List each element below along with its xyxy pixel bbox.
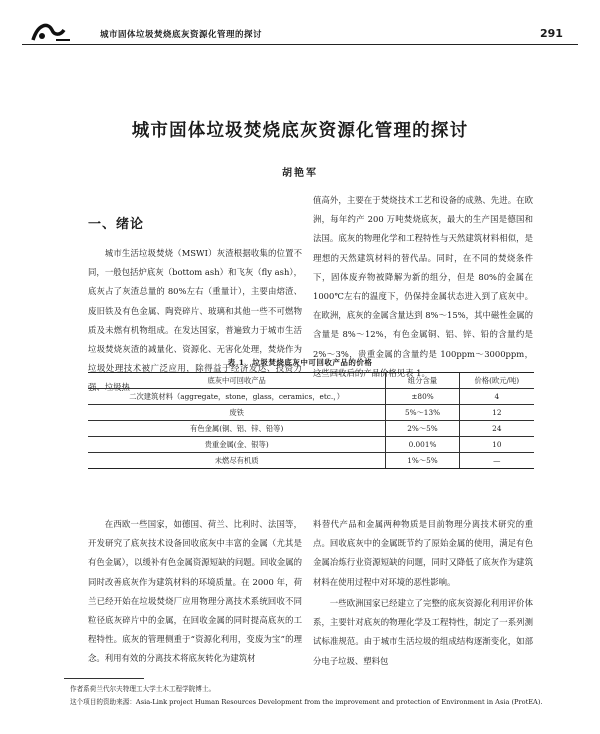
paragraph-evaluation-system: 一些欧洲国家已经建立了完整的底灰资源化利用评价体系，主要针对底灰的物理化学及工程特性，制定了一系列测试标准规范。由于城市生活垃圾的组成结构逐渐变化，如部分电子垃圾、塑料包 xyxy=(313,598,533,666)
footnote-author: 作者系荷兰代尔夫特理工大学土木工程学院博士。 xyxy=(70,685,216,693)
table-cell: 5%～13% xyxy=(386,405,459,421)
table-cell: 12 xyxy=(459,405,534,421)
journal-logo-icon xyxy=(30,20,72,44)
paragraph-intro-2: 值高外，主要在于焚烧技术工艺和设备的成熟、先进。在欧洲，每年约产 200 万吨焚烧底灰，最大的生产国是德国和法国。底灰的物理化学和工程特性与天然建筑材料相似，是理想的天然建筑材料的替代品。同时，在不同的焚烧条件下，固体废弃物被降解为新的组分，但是 80%的金属在 1000℃左右的温度下，仍保持金属状态进入到了底灰中。在欧洲，底灰的金属含量达到 8%～15%，其中磁性金属的含量是 8%～12%，有色金属铜、铝、锌、铅的含量约是 2%～3%，贵重金属的含量约是 100ppm～3000ppm，这些回收后的产品价格见表 1。 xyxy=(313,195,533,378)
table-cell: 废铁 xyxy=(88,405,386,421)
table-cell: 2%～5% xyxy=(386,421,459,437)
recoverable-products-table xyxy=(88,372,534,469)
table-cell: 贵重金属(金、银等) xyxy=(88,437,386,453)
author-name: 胡艳军 xyxy=(282,168,318,179)
table-header-content: 组分含量 xyxy=(386,373,459,389)
table-cell: 1%～5% xyxy=(386,453,459,469)
section-heading-introduction: 一、绪论 xyxy=(88,217,145,232)
table-row xyxy=(88,405,534,421)
table-row xyxy=(88,437,534,453)
table-header-product: 底灰中可回收产品 xyxy=(88,373,386,389)
article-title: 城市固体垃圾焚烧底灰资源化管理的探讨 xyxy=(131,121,469,141)
table-row xyxy=(88,453,534,469)
table-cell: 24 xyxy=(459,421,534,437)
table-header-row xyxy=(88,373,534,389)
footnote-funding: 这个项目的资助来源：Asia-Link project Human Resources Development from the improvement and protection of Environment in Asia (ProtEA). xyxy=(70,698,543,706)
table-caption: 表 1 垃圾焚烧底灰中可回收产品的价格 xyxy=(227,358,373,367)
table-cell: 0.001% xyxy=(386,437,459,453)
paragraph-western-europe: 在西欧一些国家，如德国、荷兰、比利时、法国等，开发研究了底灰技术设备回收底灰中丰富的金属（尤其是有色金属），以缓补有色金属资源短缺的问题。回收金属的同时改善底灰作为建筑材料的环境质量。在 2000 年，荷兰已经开始在垃圾焚烧厂应用物理分离技术系统回收不同粒径底灰碎片中的金属，在回收金属的同时提高底灰的工程特性。底灰的管理侧重于“资源化利用，变废为宝”的理念。利用有效的分离技术将底灰转化为建筑材 xyxy=(88,519,302,664)
table-header-price: 价格(欧元/吨) xyxy=(459,373,534,389)
table-row xyxy=(88,421,534,437)
table-cell: 有色金属(铜、铝、锌、铅等) xyxy=(88,421,386,437)
page-number: 291 xyxy=(540,27,563,40)
table-cell: ±80% xyxy=(386,389,459,405)
table-cell: 未燃尽有机质 xyxy=(88,453,386,469)
table-cell: 二次建筑材料（aggregate，stone，glass，ceramics，etc.，） xyxy=(88,389,386,405)
table-cell: 4 xyxy=(459,389,534,405)
table-cell: 10 xyxy=(459,437,534,453)
paragraph-metal-recovery: 料替代产品和金属两种物质是目前物理分离技术研究的重点。回收底灰中的金属既节约了原始金属的使用，满足有色金属冶炼行业资源短缺的问题，同时又降低了底灰作为建筑材料在使用过程中对环境的恶性影响。 xyxy=(313,519,533,587)
table-cell: — xyxy=(459,453,534,469)
table-row xyxy=(88,389,534,405)
paragraph-intro-1: 城市生活垃圾焚烧（MSWI）灰渣根据收集的位置不同，一般包括炉底灰（bottom ash）和飞灰（fly ash），底灰占了灰渣总量的 80%左右（重量计），主要由熔渣、废旧铁及有色金属、陶瓷碎片、玻璃和其他一些不可燃物质及未燃有机物组成。在发达国家，普遍致力于城市生活垃圾焚烧灰渣的减量化、资源化、无害化处理，焚烧作为垃圾处理技术被广泛应用，除得益于经济发达、投资力强、垃圾热 xyxy=(88,248,302,393)
journal-running-title: 城市固体垃圾焚烧底灰资源化管理的探讨 xyxy=(100,30,263,40)
footnote-divider xyxy=(64,678,144,679)
